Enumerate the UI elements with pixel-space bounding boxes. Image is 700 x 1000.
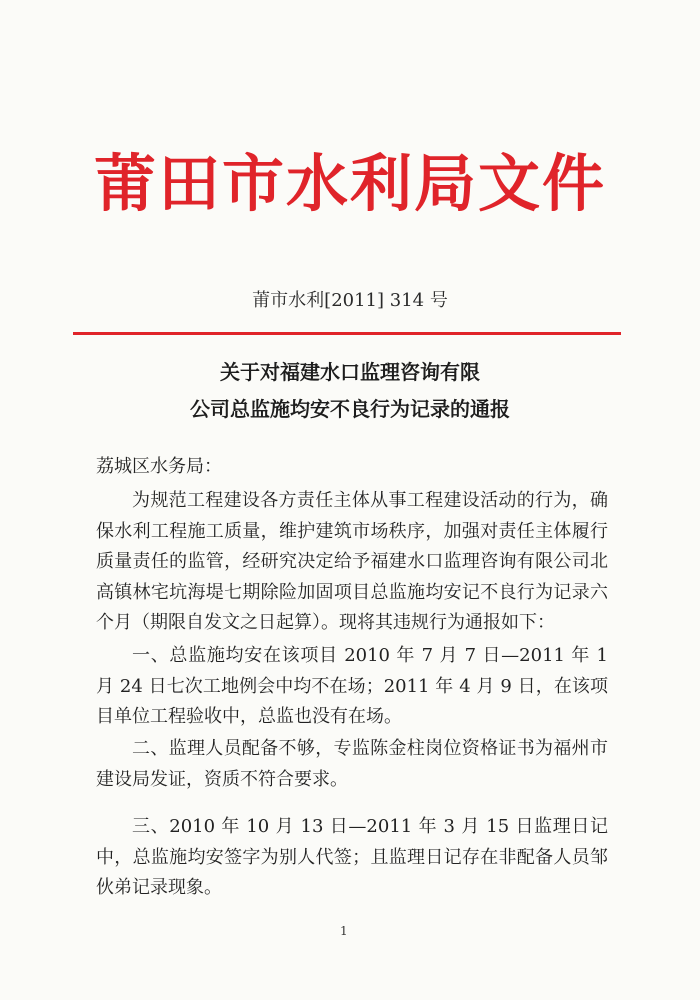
page-number: 1 xyxy=(340,924,348,938)
notice-title-line-2: 公司总监施均安不良行为记录的通报 xyxy=(190,397,510,421)
body-paragraph-item-3: 三、2010 年 10 月 13 日—2011 年 3 月 15 日监理日记中，总监施均安签字为别人代签；且监理日记存在非配备人员邹伙弟记录现象。 xyxy=(96,816,608,898)
red-divider-line xyxy=(73,332,621,335)
body-paragraph-intro: 为规范工程建设各方责任主体从事工程建设活动的行为，确保水利工程施工质量，维护建筑市场秩序，加强对责任主体履行质量责任的监管，经研究决定给予福建水口监理咨询有限公司北高镇林宅坑海堤七期除险加固项目总监施均安记不良行为记录六个月（期限自发文之日起算）。现将其违规行为通报如下： xyxy=(96,490,608,633)
notice-title-line-1: 关于对福建水口监理咨询有限 xyxy=(220,360,480,384)
body-paragraph-item-2: 二、监理人员配备不够，专监陈金柱岗位资格证书为福州市建设局发证，资质不符合要求。 xyxy=(96,738,608,790)
document-number: 莆市水利[2011] 314 号 xyxy=(252,290,448,311)
masthead-title: 莆田市水利局文件 xyxy=(93,147,606,220)
salutation: 荔城区水务局： xyxy=(96,456,222,477)
body-paragraph-item-1: 一、总监施均安在该项目 2010 年 7 月 7 日—2011 年 1 月 24 日七次工地例会中均不在场；2011 年 4 月 9 日，在该项目单位工程验收中，总监也没有在场。 xyxy=(96,645,608,727)
